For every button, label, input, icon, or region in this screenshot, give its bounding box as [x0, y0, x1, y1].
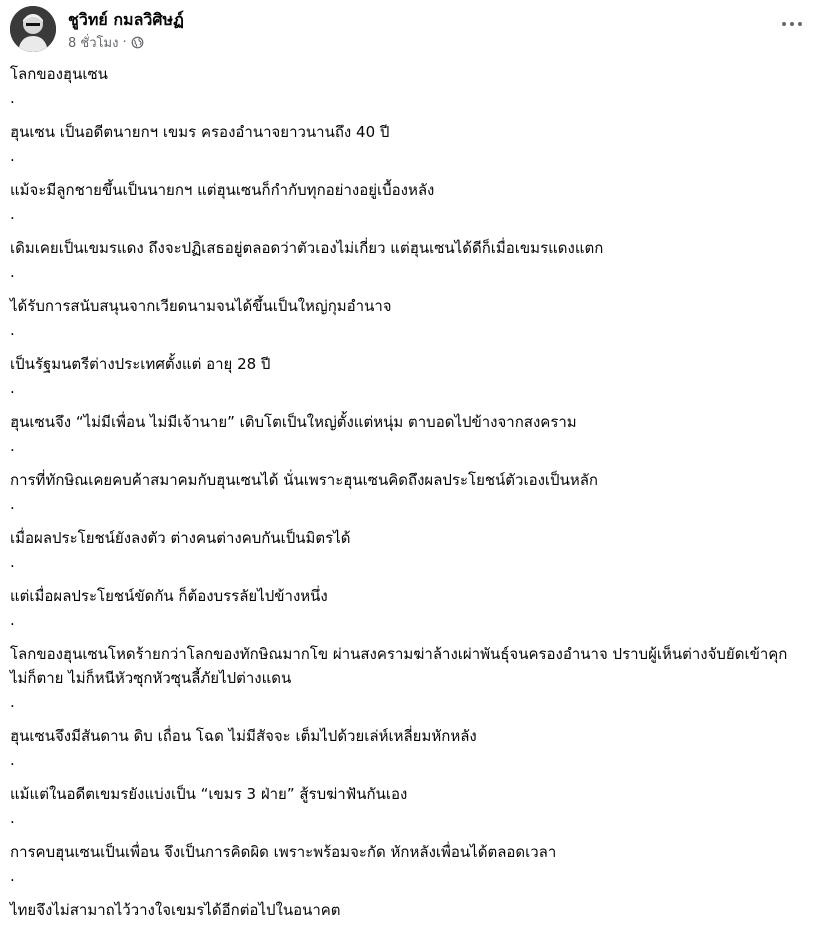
post-paragraph: ฮุนเซนจึงมีสันดาน ดิบ เถื่อน โฉด ไม่มีสัจจะ เต็มไปด้วยเล่ห์เหลี่ยมหักหลัง: [10, 727, 477, 745]
post-paragraph: การที่ทักษิณเคยคบค้าสมาคมกับฮุนเซนได้ นั่นเพราะฮุนเซนคิดถึงผลประโยชน์ตัวเองเป็นหลัก: [10, 471, 598, 489]
author-name[interactable]: ชูวิทย์ กมลวิศิษฏ์: [68, 10, 184, 29]
post-paragraph: โลกของฮุนเซน: [10, 65, 108, 83]
post-paragraph: ฮุนเซนจึง “ไม่มีเพื่อน ไม่มีเจ้านาย” เติบโตเป็นใหญ่ตั้งแต่หนุ่ม ตาบอดไปข้างจากสงคราม: [10, 413, 577, 431]
post-paragraph: เดิมเคยเป็นเขมรแดง ถึงจะปฏิเสธอยู่ตลอดว่าตัวเองไม่เกี่ยว แต่ฮุนเซนได้ดีก็เมื่อเขมรแดงแตก: [10, 239, 604, 257]
globe-icon[interactable]: [131, 36, 144, 49]
post-paragraph: โลกของฮุนเซนโหดร้ายกว่าโลกของทักษิณมากโข ผ่านสงครามฆ่าล้างเผ่าพันธุ์จนครองอำนาจ ปราบผู้เห็นต่างจับยัดเข้าคุก ไม่ก็ตาย ไม่ก็หนีหัวซุกหัวซุนลี้ภัยไปต่างแดน: [10, 645, 788, 687]
paragraph-separator: .: [10, 867, 15, 885]
paragraph-separator: .: [10, 89, 15, 107]
post-paragraph: แต่เมื่อผลประโยชน์ขัดกัน ก็ต้องบรรลัยไปข้างหนึ่ง: [10, 587, 328, 605]
post-header: [10, 6, 810, 56]
post-paragraph: เมื่อผลประโยชน์ยังลงตัว ต่างคนต่างคบกันเป็นมิตรได้: [10, 529, 351, 547]
post-paragraph: ฮุนเซน เป็นอดีตนายกฯ เขมร ครองอำนาจยาวนานถึง 40 ปี: [10, 123, 390, 141]
post-time[interactable]: 8 ชั่วโมง: [68, 36, 119, 51]
paragraph-separator: .: [10, 611, 15, 629]
paragraph-separator: .: [10, 553, 15, 571]
paragraph-separator: .: [10, 147, 15, 165]
more-options-button[interactable]: [778, 10, 806, 38]
meta-separator: ·: [122, 35, 127, 50]
paragraph-separator: .: [10, 751, 15, 769]
paragraph-separator: .: [10, 379, 15, 397]
avatar-portrait-icon: [10, 6, 56, 52]
paragraph-separator: .: [10, 809, 15, 827]
post-paragraph: การคบฮุนเซนเป็นเพื่อน จึงเป็นการคิดผิด เพราะพร้อมจะกัด หักหลังเพื่อนได้ตลอดเวลา: [10, 843, 557, 861]
post-paragraph: แม้จะมีลูกชายขึ้นเป็นนายกฯ แต่ฮุนเซนก็กำกับทุกอย่างอยู่เบื้องหลัง: [10, 181, 435, 199]
paragraph-separator: .: [10, 693, 15, 711]
more-horizontal-icon: [781, 21, 803, 27]
avatar[interactable]: [10, 6, 56, 52]
post-paragraph: ไทยจึงไม่สามาถไว้วางใจเขมรได้อีกต่อไปในอนาคต: [10, 901, 341, 919]
post-paragraph: เป็นรัฐมนตรีต่างประเทศตั้งแต่ อายุ 28 ปี: [10, 355, 271, 373]
paragraph-separator: .: [10, 263, 15, 281]
post-meta: [68, 32, 144, 53]
paragraph-separator: .: [10, 205, 15, 223]
paragraph-separator: .: [10, 321, 15, 339]
paragraph-separator: .: [10, 495, 15, 513]
paragraph-separator: .: [10, 437, 15, 455]
post-content: [10, 62, 805, 922]
post-paragraph: แม้แต่ในอดีตเขมรยังแบ่งเป็น “เขมร 3 ฝ่าย” สู้รบฆ่าฟันกันเอง: [10, 785, 408, 803]
post-paragraph: ได้รับการสนับสนุนจากเวียดนามจนได้ขึ้นเป็นใหญ่กุมอำนาจ: [10, 297, 392, 315]
